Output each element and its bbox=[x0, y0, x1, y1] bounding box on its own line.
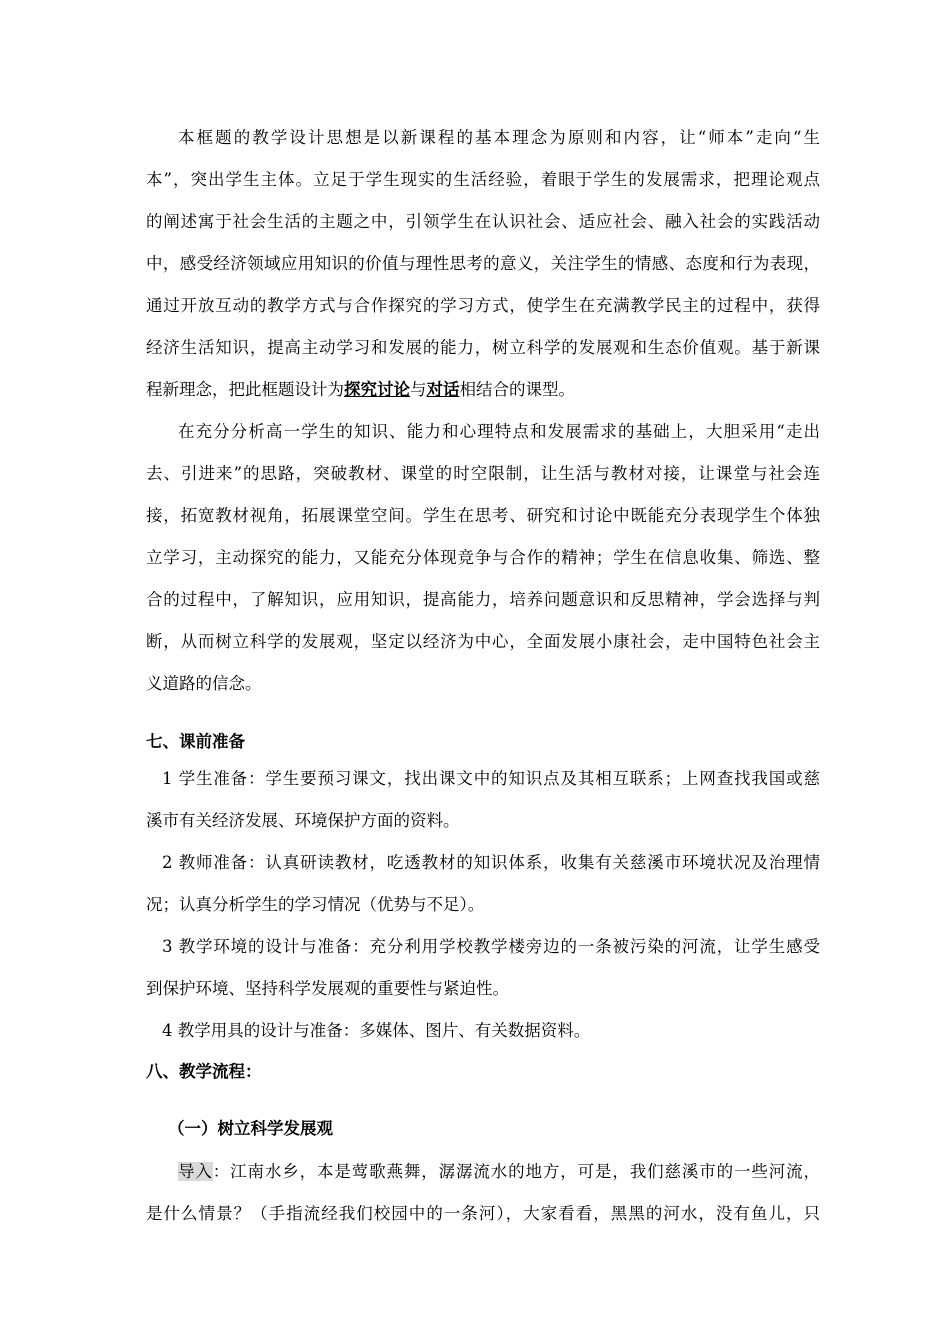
section-7-item-3-line-2: 到保护环境、坚持科学发展观的重要性与紧迫性。 bbox=[146, 979, 509, 998]
section-7-item-3-line-1: 3 教学环境的设计与准备：充分利用学校教学楼旁边的一条被污染的河流，让学生感受 bbox=[162, 937, 820, 956]
paragraph-2-line-4: 立学习，主动探究的能力，又能充分体现竞争与合作的精神；学生在信息收集、筛选、整 bbox=[146, 548, 820, 567]
paragraph-1-line-3: 的阐述寓于社会生活的主题之中，引领学生在认识社会、适应社会、融入社会的实践活动 bbox=[146, 212, 820, 231]
underlined-term-dialogue: 对话 bbox=[426, 380, 460, 399]
section-7-item-1-line-1: 1 学生准备：学生要预习课文，找出课文中的知识点及其相互联系；上网查找我国或慈 bbox=[162, 769, 820, 788]
section-8-subheading: （一）树立科学发展观 bbox=[168, 1119, 333, 1138]
intro-label-highlight: 导入 bbox=[178, 1162, 213, 1181]
paragraph-1-line-6: 经济生活知识，提高主动学习和发展的能力，树立科学的发展观和生态价值观。基于新课 bbox=[146, 338, 820, 357]
section-8-heading: 八、教学流程： bbox=[146, 1062, 262, 1081]
section-7-item-2-line-1: 2 教师准备：认真研读教材，吃透教材的知识体系，收集有关慈溪市环境状况及治理情 bbox=[162, 853, 820, 872]
paragraph-2-line-3: 接，拓宽教材视角，拓展课堂空间。学生在思考、研究和讨论中既能充分表现学生个体独 bbox=[146, 506, 820, 525]
section-7-heading: 七、课前准备 bbox=[146, 732, 245, 751]
section-7-item-2-line-2: 况；认真分析学生的学习情况（优势与不足）。 bbox=[146, 895, 485, 914]
underlined-term-inquiry-discussion: 探究讨论 bbox=[344, 380, 410, 399]
section-8-intro-line-1: 导入：江南水乡，本是莺歌燕舞，潺潺流水的地方，可是，我们慈溪市的一些河流， bbox=[178, 1162, 820, 1181]
paragraph-2-line-6: 断，从而树立科学的发展观，坚定以经济为中心，全面发展小康社会，走中国特色社会主 bbox=[146, 632, 820, 651]
section-7-item-4: 4 教学用具的设计与准备：多媒体、图片、有关数据资料。 bbox=[162, 1021, 591, 1040]
paragraph-2-line-5: 合的过程中，了解知识，应用知识，提高能力，培养问题意识和反思精神，学会选择与判 bbox=[146, 590, 820, 609]
paragraph-2-line-1: 在充分分析高一学生的知识、能力和心理特点和发展需求的基础上，大胆采用“走出 bbox=[178, 422, 820, 441]
section-7-item-1-line-2: 溪市有关经济发展、环境保护方面的资料。 bbox=[146, 811, 460, 830]
paragraph-1-line-4: 中，感受经济领域应用知识的价值与理性思考的意义，关注学生的情感、态度和行为表现， bbox=[146, 254, 820, 273]
paragraph-1-line-5: 通过开放互动的教学方式与合作探究的学习方式，使学生在充满教学民主的过程中，获得 bbox=[146, 296, 820, 315]
paragraph-1-line-2: 本”，突出学生主体。立足于学生现实的生活经验，着眼于学生的发展需求，把理论观点 bbox=[146, 170, 820, 189]
section-8-intro-line-2: 是什么情景？（手指流经我们校园中的一条河），大家看看，黑黑的河水，没有鱼儿，只 bbox=[146, 1204, 820, 1223]
paragraph-1-line-7: 程新理念，把此框题设计为探究讨论与对话相结合的课型。 bbox=[146, 380, 575, 399]
paragraph-1-line-1: 本框题的教学设计思想是以新课程的基本理念为原则和内容，让“师本”走向“生 bbox=[178, 128, 820, 147]
paragraph-2-line-2: 去、引进来”的思路，突破教材、课堂的时空限制，让生活与教材对接，让课堂与社会连 bbox=[146, 464, 820, 483]
paragraph-2-line-7: 义道路的信念。 bbox=[146, 674, 262, 693]
